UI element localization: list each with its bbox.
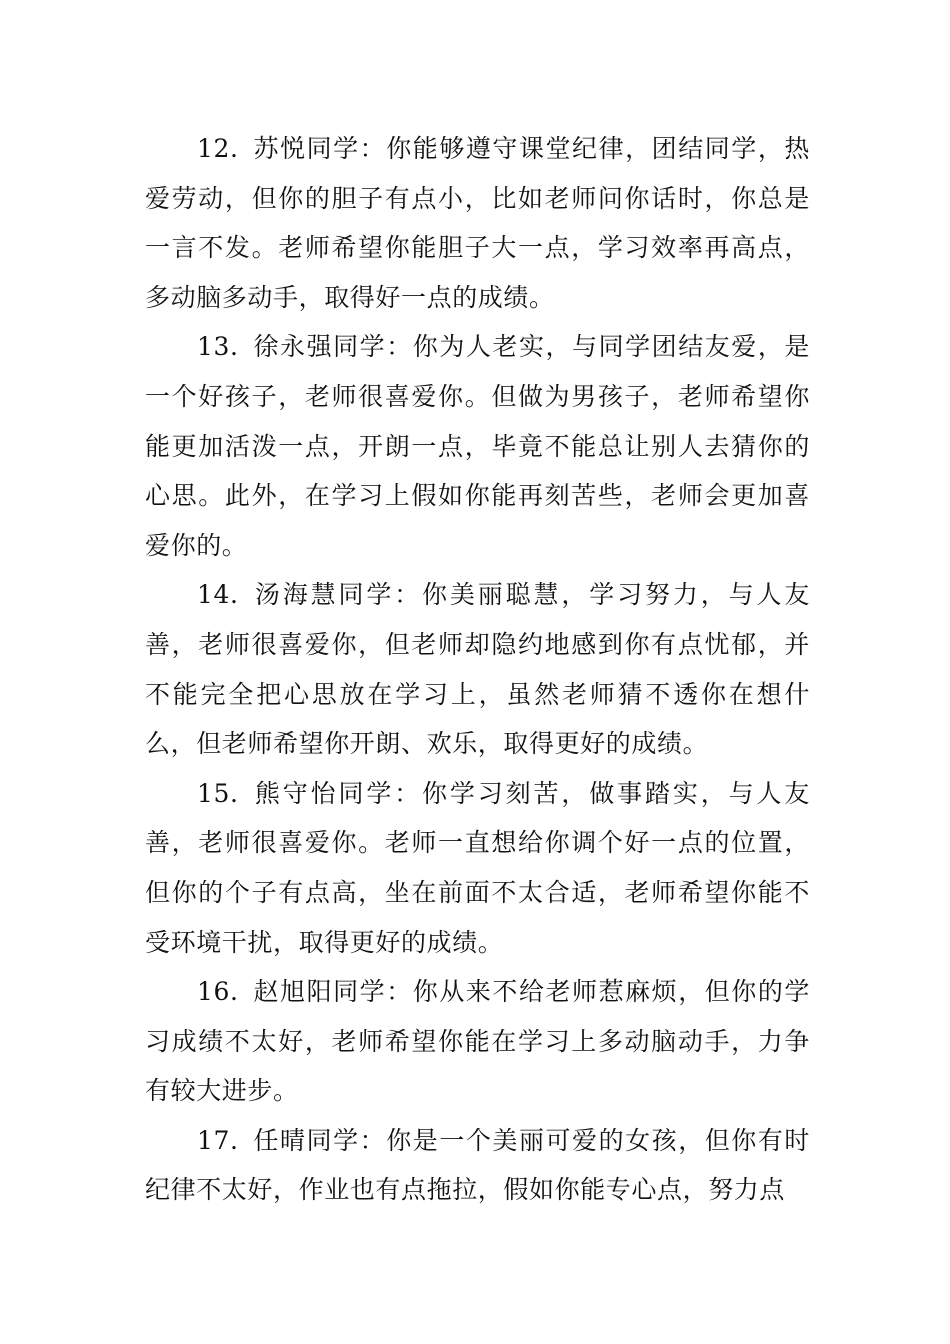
- paragraph-12: [145, 124, 810, 322]
- paragraph-text: 赵旭阳同学：你从来不给老师惹麻烦，但你的学习成绩不太好，老师希望你能在学习上多动脑动手，力争有较大进步。: [145, 977, 810, 1106]
- paragraph-number: 17.: [197, 1125, 239, 1155]
- paragraph-15: [145, 769, 810, 967]
- paragraph-text: 任晴同学：你是一个美丽可爱的女孩，但你有时纪律不太好，作业也有点拖拉，假如你能专心点，努力点: [145, 1125, 810, 1205]
- paragraph-number: 12.: [197, 134, 239, 163]
- paragraph-number: 14.: [197, 580, 239, 610]
- paragraph-14: [145, 570, 810, 768]
- paragraph-text: 汤海慧同学：你美丽聪慧，学习努力，与人友善，老师很喜爱你，但老师却隐约地感到你有点忧郁，并不能完全把心思放在学习上，虽然老师猜不透你在想什么，但老师希望你开朗、欢乐，取得更好的成绩。: [145, 580, 810, 759]
- paragraph-text: 熊守怡同学：你学习刻苦，做事踏实，与人友善，老师很喜爱你。老师一直想给你调个好一点的位置，但你的个子有点高，坐在前面不太合适，老师希望你能不受环境干扰，取得更好的成绩。: [145, 778, 810, 957]
- paragraph-number: 16.: [197, 977, 239, 1007]
- paragraph-text: 苏悦同学：你能够遵守课堂纪律，团结同学，热爱劳动，但你的胆子有点小，比如老师问你话时，你总是一言不发。老师希望你能胆子大一点，学习效率再高点，多动脑多动手，取得好一点的成绩。: [145, 134, 810, 312]
- paragraph-number: 15.: [197, 778, 239, 808]
- document-body: [145, 124, 810, 1215]
- paragraph-17: [145, 1116, 810, 1215]
- paragraph-number: 13.: [197, 332, 239, 362]
- paragraph-text: 徐永强同学：你为人老实，与同学团结友爱，是一个好孩子，老师很喜爱你。但做为男孩子，老师希望你能更加活泼一点，开朗一点，毕竟不能总让别人去猜你的心思。此外，在学习上假如你能再刻苦些，老师会更加喜爱你的。: [145, 332, 810, 560]
- paragraph-13: [145, 322, 810, 570]
- paragraph-16: [145, 967, 810, 1116]
